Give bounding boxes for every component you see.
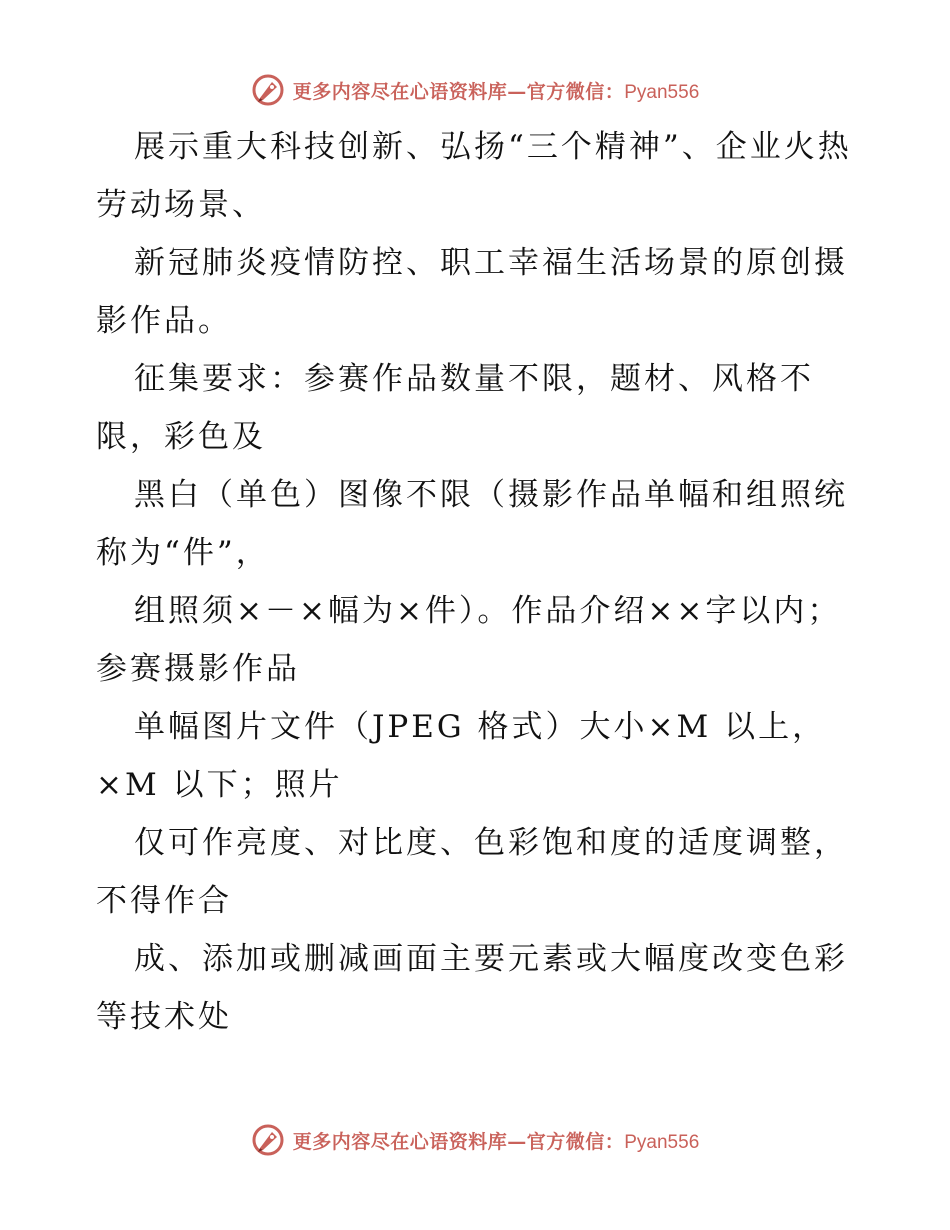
pen-nib-logo-icon (251, 1123, 285, 1157)
paragraph: 征集要求：参赛作品数量不限，题材、风格不限，彩色及 (96, 361, 814, 455)
paragraph: 展示重大科技创新、弘扬“三个精神”、企业火热劳动场景、 (96, 129, 852, 223)
watermark-text: 更多内容尽在心语资料库—官方微信：Pyan556 (292, 80, 700, 103)
watermark-text: 更多内容尽在心语资料库—官方微信：Pyan556 (292, 1130, 700, 1153)
paragraph: 仅可作亮度、对比度、色彩饱和度的适度调整，不得作合 (96, 825, 848, 919)
paragraph: 单幅图片文件（JPEG 格式）大小×M 以上，×M 以下；照片 (96, 709, 827, 803)
paragraph: 新冠肺炎疫情防控、职工幸福生活场景的原创摄影作品。 (96, 245, 848, 339)
document-body (96, 118, 856, 1046)
header-watermark (0, 70, 950, 110)
paragraph: 组照须×－×幅为×件）。作品介绍××字以内；参赛摄影作品 (96, 593, 842, 687)
paragraph: 成、添加或删减画面主要元素或大幅度改变色彩等技术处 (96, 941, 848, 1035)
paragraph: 黑白（单色）图像不限（摄影作品单幅和组照统称为“件”， (96, 477, 848, 571)
pen-nib-logo-icon (251, 73, 285, 107)
footer-watermark (0, 1120, 950, 1160)
